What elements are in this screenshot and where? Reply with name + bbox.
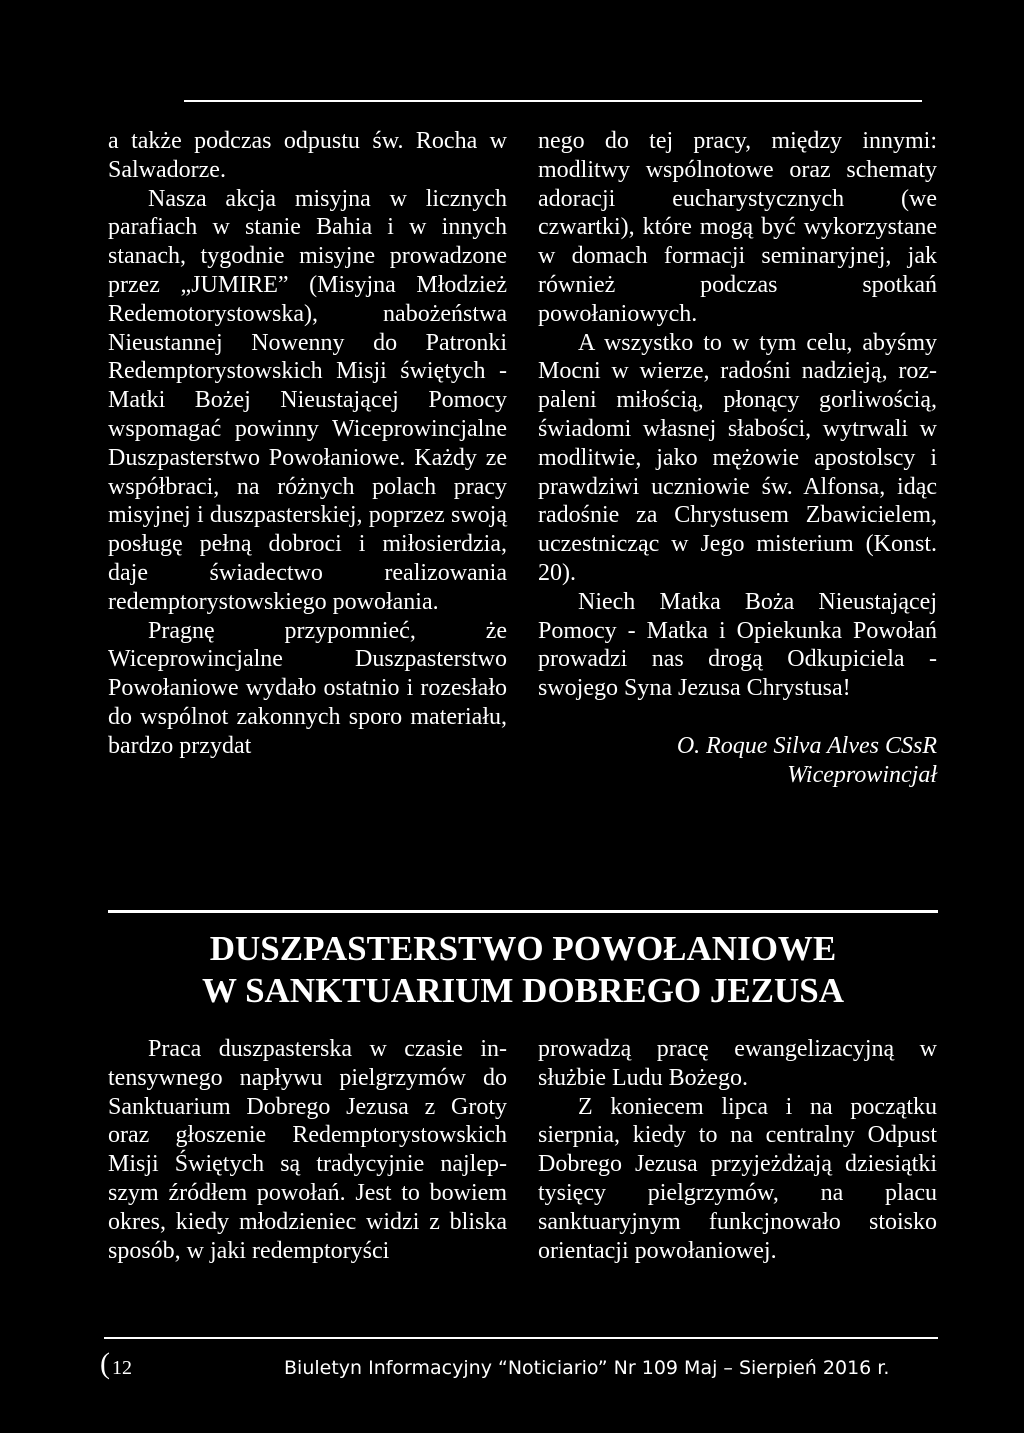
article1-left-paragraph: a także podczas odpustu św. Rocha w Salwadorze.	[108, 128, 507, 183]
signature-name: O. Roque Silva Alves CSsR	[676, 732, 937, 759]
article1-left-paragraph: Nasza akcja misyjna w licznych parafiach w stanie Bahia i w innych stanach, tygodnie misyjne prowadzone przez „JUMIRE” (Misyjna Młodzież Redemotorystowska), nabożeństwa Nieustannej Nowenny do Patronki Redemptorystowskich Misji świętych - Matki Bożej Nieustającej Pomocy wspomagać powinny Wiceprowincjalne Duszpasterstwo Powołaniowe. Każdy ze współbraci, na różnych polach pracy misyjnej i duszpasterskiej, poprzez swoją posługę pełną dobroci i miłosierdzia, daje świadectwo realizowania redemptorystowskiego powołania.	[108, 185, 507, 615]
page-number: 12	[112, 1357, 132, 1379]
section-heading-line: DUSZPASTERSTWO POWOŁANIOWE	[209, 929, 837, 968]
article1-left-column	[108, 127, 507, 761]
article2-right-paragraph: prowadzą pracę ewangelizacyjną w służbie Ludu Bożego.	[538, 1036, 937, 1091]
article1-right-paragraph: nego do tej pracy, między innymi: modlitwy wspólnotowe oraz schematy adoracji eucharystycznych (we czwartki), które mogą być wykorzystane w domach formacji seminaryjnej, jak również podczas spotkań powołaniowych.	[538, 128, 937, 327]
signature-title: Wiceprowincjał	[787, 761, 937, 788]
article1-right-paragraph: A wszystko to w tym celu, abyśmy Mocni w wierze, radośni nadzieją, rozpaleni miłością, płonący gorliwością, świadomi własnej słabości, wytrwali w modlitwie, jako mężowie apostolscy i prawdziwi uczniowie św. Alfonsa, idąc radośnie za Chrystusem Zbawicielem, uczestnicząc w Jego misterium (Konst. 20).	[538, 329, 937, 586]
author-signature	[538, 732, 937, 790]
article1-right-paragraph: Niech Matka Boża Nieustającej Pomocy - Matka i Opiekunka Powołań prowadzi nas drogą Odkupiciela - swojego Syna Jezusa Chrystusa!	[538, 588, 937, 702]
publication-title: Biuletyn Informacyjny “Noticiario” Nr 109 Maj – Sierpień 2016 r.	[284, 1357, 890, 1379]
article1-left-paragraph: Pragnę przypomnieć, że Wiceprowincjalne Duszpasterstwo Powołaniowe wydało ostatnio i rozesłało do wspólnot zakonnych sporo materiału, bardzo przydat	[108, 617, 507, 759]
article2-left-column	[108, 1035, 507, 1265]
page-number-bracket-icon: (	[100, 1347, 110, 1380]
section-heading	[108, 928, 938, 1012]
section-heading-line: W SANKTUARIUM DOBREGO JEZUSA	[201, 971, 845, 1010]
article2-right-column	[538, 1035, 937, 1265]
section-divider	[108, 910, 938, 913]
top-rule	[184, 100, 922, 102]
article2-right-paragraph: Z koniecem lipca i na początku sierpnia, kiedy to na centralny Odpust Dobrego Jezusa przyjeżdżają dziesiątki tysięcy pielgrzymów, na placu sanktuaryjnym funkcjnowało stoisko orientacji powołaniowej.	[538, 1093, 937, 1264]
footer-rule	[104, 1337, 938, 1339]
article2-left-paragraph: Praca duszpasterska w czasie intensywnego napływu pielgrzymów do Sanktuarium Dobrego Jezusa z Groty oraz głoszenie Redemptorystowskich Misji Świętych są tradycyjnie najlepszym źródłem powołań. Jest to bowiem okres, kiedy młodzieniec widzi z bliska sposób, w jaki redemptoryści	[108, 1036, 507, 1264]
page-footer	[100, 1347, 940, 1383]
article1-right-column	[538, 127, 937, 790]
